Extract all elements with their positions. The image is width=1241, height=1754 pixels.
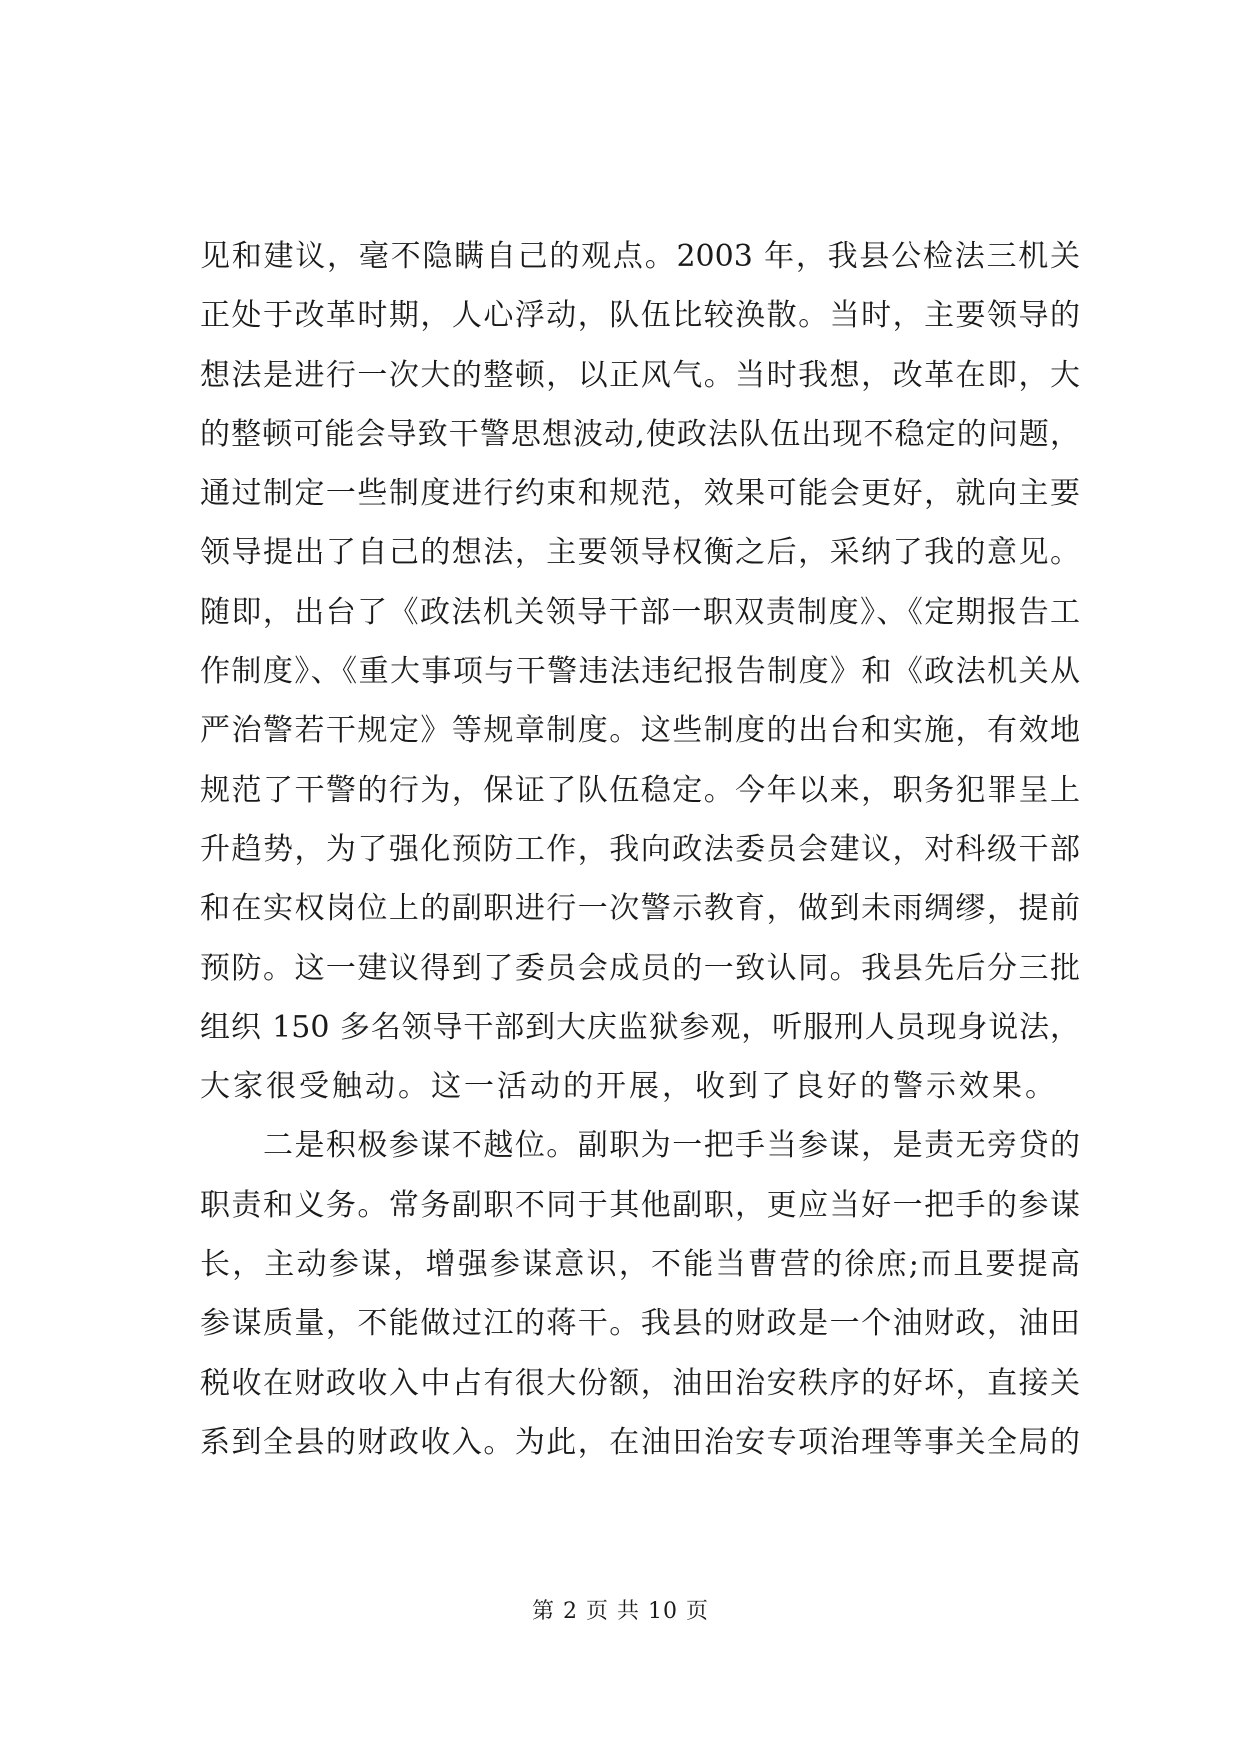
text-line: 想法是进行一次大的整顿，以正风气。当时我想，改革在即，大 [200, 357, 1080, 393]
text-line: 领导提出了自己的想法，主要领导权衡之后，采纳了我的意见。 [200, 535, 1080, 571]
text-line: 严治警若干规定》等规章制度。这些制度的出台和实施，有效地 [200, 713, 1080, 749]
text-line: 随即，出台了《政法机关领导干部一职双责制度》、《定期报告工 [200, 594, 1080, 630]
text-line: 职责和义务。常务副职不同于其他副职，更应当好一把手的参谋 [200, 1187, 1080, 1223]
text-line: 和在实权岗位上的副职进行一次警示教育，做到未雨绸缪，提前 [200, 891, 1080, 927]
text-line: 长，主动参谋，增强参谋意识，不能当曹营的徐庶;而且要提高 [200, 1247, 1080, 1283]
text-line: 升趋势，为了强化预防工作，我向政法委员会建议，对科级干部 [200, 831, 1080, 867]
text-line: 预防。这一建议得到了委员会成员的一致认同。我县先后分三批 [200, 950, 1080, 986]
text-line: 参谋质量，不能做过江的蒋干。我县的财政是一个油财政，油田 [200, 1306, 1080, 1342]
paragraph-start-line: 二是积极参谋不越位。副职为一把手当参谋，是责无旁贷的 [200, 1128, 1080, 1164]
text-line: 税收在财政收入中占有很大份额，油田治安秩序的好坏，直接关 [200, 1365, 1080, 1401]
text-line: 规范了干警的行为，保证了队伍稳定。今年以来，职务犯罪呈上 [200, 772, 1080, 808]
text-line: 系到全县的财政收入。为此，在油田治安专项治理等事关全局的 [200, 1424, 1080, 1460]
text-line: 组织 150 多名领导干部到大庆监狱参观，听服刑人员现身说法， [200, 1009, 1080, 1045]
text-line: 大家很受触动。这一活动的开展，收到了良好的警示效果。 [200, 1069, 1058, 1105]
document-body [200, 227, 1080, 1472]
page-number-footer: 第 2 页 共 10 页 [532, 1599, 709, 1624]
text-line: 作制度》、《重大事项与干警违法违纪报告制度》和《政法机关从 [200, 654, 1080, 690]
text-line: 的整顿可能会导致干警思想波动,使政法队伍出现不稳定的问题， [200, 416, 1080, 452]
text-line: 见和建议，毫不隐瞒自己的观点。2003 年，我县公检法三机关 [200, 239, 1080, 274]
text-line: 正处于改革时期，人心浮动，队伍比较涣散。当时，主要领导的 [200, 298, 1080, 334]
text-line: 通过制定一些制度进行约束和规范，效果可能会更好，就向主要 [200, 476, 1080, 512]
